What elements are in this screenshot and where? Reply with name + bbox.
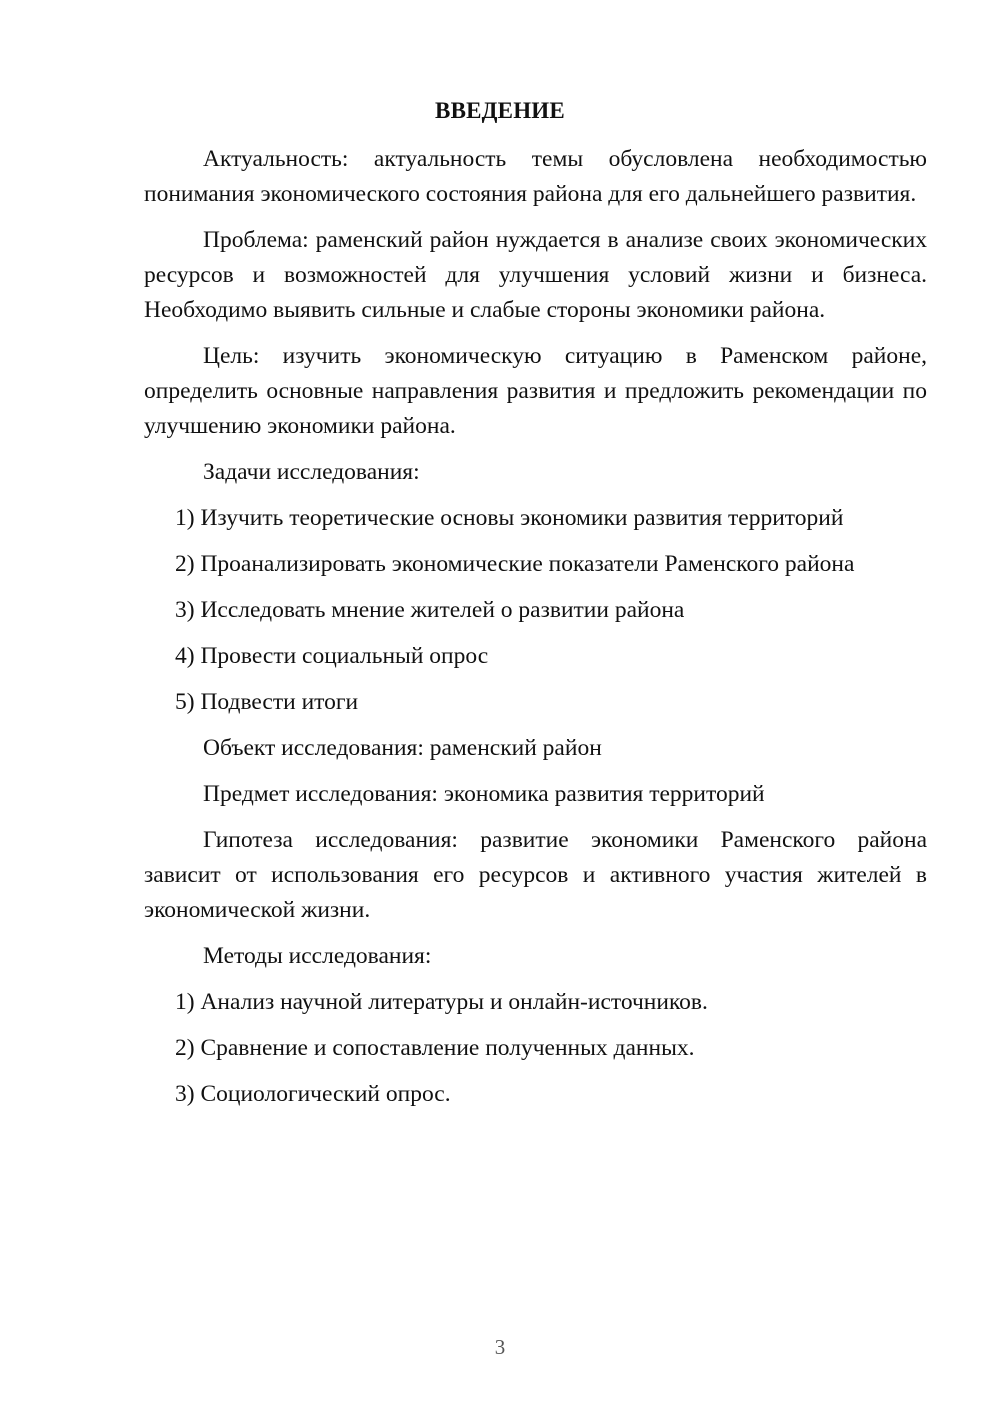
list-item: 4) Провести социальный опрос <box>175 643 489 669</box>
page-title: ВВЕДЕНИЕ <box>435 98 565 123</box>
methods-list <box>144 985 927 1112</box>
page-number: 3 <box>494 1335 506 1359</box>
list-item: 5) Подвести итоги <box>175 689 359 715</box>
relevance-paragraph: Актуальность: актуальность темы обусловлена необходимостью понимания экономического состояния района для его дальнейшего развития. <box>144 146 927 207</box>
problem-paragraph: Проблема: раменский район нуждается в анализе своих экономических ресурсов и возможностей для улучшения условий жизни и бизнеса. Необходимо выявить сильные и слабые стороны экономики района. <box>144 227 927 323</box>
research-subject: Предмет исследования: экономика развития территорий <box>203 781 765 807</box>
document-body <box>144 142 927 1112</box>
list-item: 3) Исследовать мнение жителей о развитии района <box>175 597 685 623</box>
tasks-heading: Задачи исследования: <box>203 459 420 485</box>
list-item: 1) Анализ научной литературы и онлайн-источников. <box>175 989 708 1015</box>
list-item: 2) Сравнение и сопоставление полученных данных. <box>175 1035 695 1061</box>
list-item: 3) Социологический опрос. <box>175 1081 451 1107</box>
list-item: 1) Изучить теоретические основы экономики развития территорий <box>175 505 844 531</box>
research-object: Объект исследования: раменский район <box>203 735 602 761</box>
hypothesis-paragraph: Гипотеза исследования: развитие экономики Раменского района зависит от использования его ресурсов и активного участия жителей в экономической жизни. <box>144 827 927 923</box>
goal-paragraph: Цель: изучить экономическую ситуацию в Раменском районе, определить основные направления развития и предложить рекомендации по улучшению экономики района. <box>144 343 927 439</box>
tasks-list <box>144 501 927 720</box>
list-item: 2) Проанализировать экономические показатели Раменского района <box>175 551 855 577</box>
methods-heading: Методы исследования: <box>203 943 432 969</box>
